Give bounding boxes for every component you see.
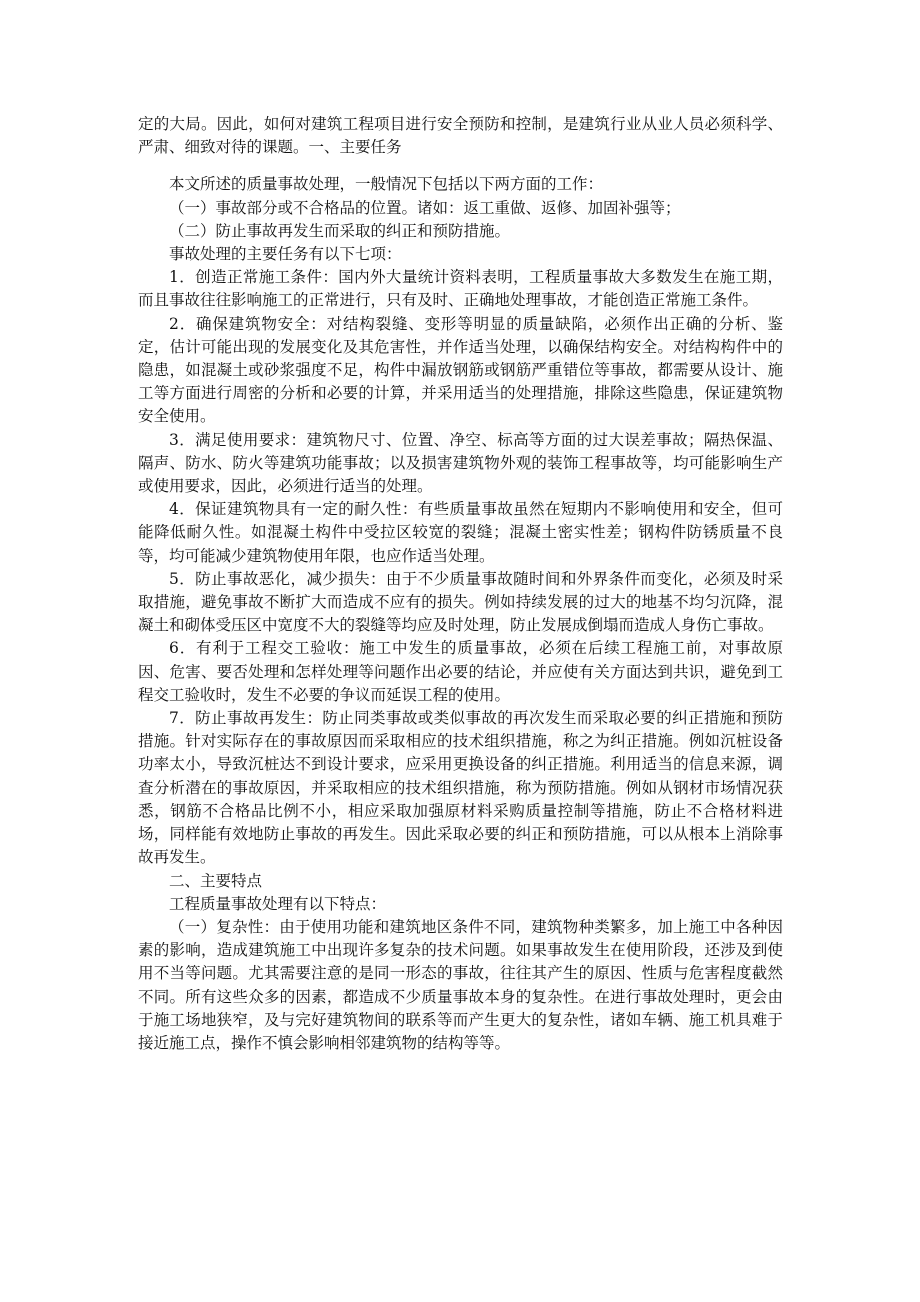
paragraph-task-7: 7．防止事故再发生：防止同类事故或类似事故的再次发生而采取必要的纠正措施和预防措施。针对实际存在的事故原因而采取相应的技术组织措施，称之为纠正措施。例如沉桩设备功率太小，导致沉桩达不到设计要求，应采用更换设备的纠正措施。利用适当的信息来源，调查分析潜在的事故原因，并采取相应的技术组织措施，称为预防措施。例如从钢材市场情况获悉，钢筋不合格品比例不小，相应采取加强原材料采购质量控制等措施，防止不合格材料进场，同样能有效地防止事故的再发生。因此采取必要的纠正和预防措施，可以从根本上消除事故再发生。 xyxy=(138,709,783,867)
paragraph-task-3: 3．满足使用要求：建筑物尺寸、位置、净空、标高等方面的过大误差事故；隔热保温、隔声、防水、防火等建筑功能事故；以及损害建筑物外观的装饰工程事故等，均可能影响生产或使用要求，因此，必须进行适当的处理。 xyxy=(138,430,783,496)
paragraph-item-two: （二）防止事故再发生而采取的纠正和预防措施。 xyxy=(169,221,511,240)
paragraph-intro-continuation: 定的大局。因此，如何对建筑工程项目进行安全预防和控制，是建筑行业从业人员必须科学、严肃、细致对待的课题。一、主要任务 xyxy=(138,115,783,157)
paragraph-task-5: 5．防止事故恶化，减少损失：由于不少质量事故随时间和外界条件而变化，必须及时采取措施，避免事故不断扩大而造成不应有的损失。例如持续发展的过大的地基不均匀沉降，混凝土和砌体受压区中宽度不大的裂缝等均应及时处理，防止发展成倒塌而造成人身伤亡事故。 xyxy=(138,569,783,635)
section-heading-features: 二、主要特点 xyxy=(169,871,263,890)
paragraph-task-2: 2．确保建筑物安全：对结构裂缝、变形等明显的质量缺陷，必须作出正确的分析、鉴定，估计可能出现的发展变化及其危害性，并作适当处理，以确保结构安全。对结构构件中的隐患，如混凝土或砂浆强度不足，构件中漏放钢筋或钢筋严重错位等事故，都需要从设计、施工等方面进行周密的分析和必要的计算，并采用适当的处理措施，排除这些隐患，保证建筑物安全使用。 xyxy=(138,314,783,426)
paragraph-features-intro: 工程质量事故处理有以下特点： xyxy=(169,894,387,913)
paragraph-work-scope: 本文所述的质量事故处理，一般情况下包括以下两方面的工作： xyxy=(169,175,604,194)
paragraph-seven-tasks: 事故处理的主要任务有以下七项： xyxy=(169,245,402,264)
document-body xyxy=(138,113,783,1055)
paragraph-task-6: 6．有利于工程交工验收：施工中发生的质量事故，必须在后续工程施工前，对事故原因、危害、要否处理和怎样处理等问题作出必要的结论，并应使有关方面达到共识，避免到工程交工验收时，发生不必要的争议而延误工程的使用。 xyxy=(138,639,783,704)
paragraph-task-1: 1．创造正常施工条件：国内外大量统计资料表明，工程质量事故大多数发生在施工期，而且事故往往影响施工的正常进行，只有及时、正确地处理事故，才能创造正常施工条件。 xyxy=(138,268,783,310)
paragraph-task-4: 4．保证建筑物具有一定的耐久性：有些质量事故虽然在短期内不影响使用和安全，但可能降低耐久性。如混凝土构件中受拉区较宽的裂缝；混凝土密实性差；钢构件防锈质量不良等，均可能减少建筑物使用年限，也应作适当处理。 xyxy=(138,500,783,565)
paragraph-item-one: （一）事故部分或不合格品的位置。诸如：返工重做、返修、加固补强等； xyxy=(169,198,681,217)
paragraph-complexity: （一）复杂性：由于使用功能和建筑地区条件不同，建筑物种类繁多，加上施工中各种因素的影响，造成建筑施工中出现许多复杂的技术问题。如果事故发生在使用阶段，还涉及到使用不当等问题。尤其需要注意的是同一形态的事故，往往其产生的原因、性质与危害程度截然不同。所有这些众多的因素，都造成不少质量事故本身的复杂性。在进行事故处理时，更会由于施工场地狭窄，及与完好建筑物间的联系等而产生更大的复杂性，诸如车辆、施工机具难于接近施工点，操作不慎会影响相邻建筑物的结构等等。 xyxy=(138,917,783,1052)
